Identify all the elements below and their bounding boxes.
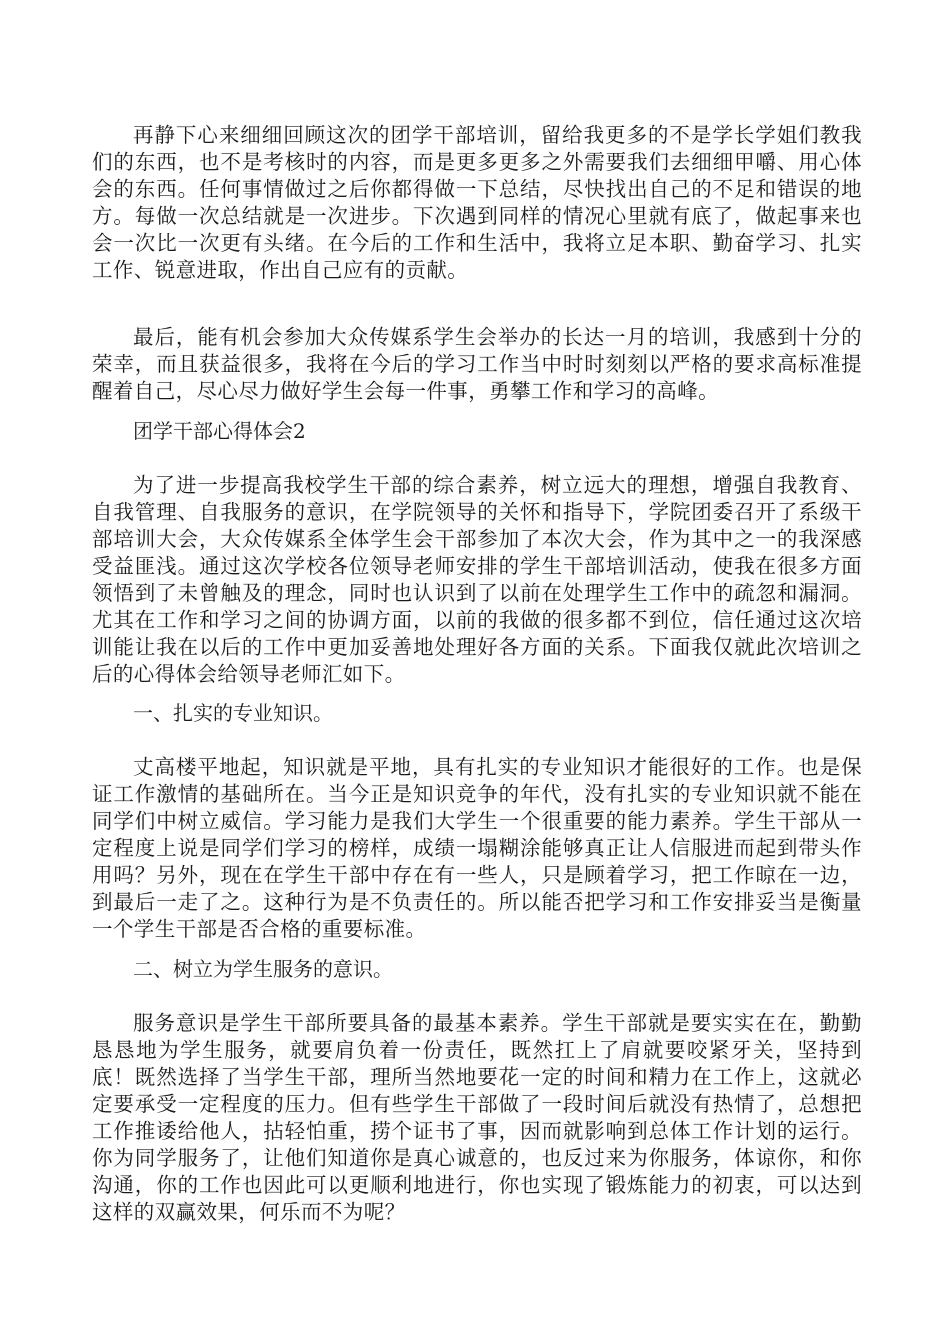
paragraph-conclusion: 最后，能有机会参加大众传媒系学生会举办的长达一月的培训，我感到十分的荣幸，而且获益很多，我将在今后的学习工作当中时时刻刻以严格的要求高标准提醒着自己，尽心尽力做好学生会每一件事，勇攀工作和学习的高峰。 (92, 325, 862, 403)
paragraph-knowledge: 丈高楼平地起，知识就是平地，具有扎实的专业知识才能很好的工作。也是保证工作激情的基础所在。当今正是知识竞争的年代，没有扎实的专业知识就不能在同学们中树立威信。学习能力是我们大学生一个很重要的能力素养。学生干部从一定程度上说是同学们学习的榜样，成绩一塌糊涂能够真正让人信服进而起到带头作用吗？另外，现在在学生干部中存在有一些人，只是顾着学习，把工作晾在一边，到最后一走了之。这种行为是不负责任的。所以能否把学习和工作安排妥当是衡量一个学生干部是否合格的重要标准。 (92, 755, 862, 941)
paragraph-intro: 为了进一步提高我校学生干部的综合素养，树立远大的理想，增强自我教育、自我管理、自我服务的意识，在学院领导的关怀和指导下，学院团委召开了系级干部培训大会，大众传媒系全体学生会干部参加了本次大会，作为其中之一的我深感受益匪浅。通过这次学校各位领导老师安排的学生干部培训活动，使我在很多方面领悟到了未曾触及的理念，同时也认识到了以前在处理学生工作中的疏忽和漏洞。尤其在工作和学习之间的协调方面，以前的我做的很多都不到位，信任通过这次培训能让我在以后的工作中更加妥善地处理好各方面的关系。下面我仅就此次培训之后的心得体会给领导老师汇如下。 (92, 473, 862, 686)
heading-service-awareness: 二、树立为学生服务的意识。 (133, 957, 393, 981)
paragraph-service: 服务意识是学生干部所要具备的最基本素养。学生干部就是要实实在在，勤勤恳恳地为学生服务，就要肩负着一份责任，既然扛上了肩就要咬紧牙关，坚持到底！既然选择了当学生干部，理所当然地要花一定的时间和精力在工作上，这就必定要承受一定程度的压力。但有些学生干部做了一段时间后就没有热情了，总想把工作推诿给他人，拈轻怕重，捞个证书了事，因而就影响到总体工作计划的运行。你为同学服务了，让他们知道你是真心诚意的，也反过来为你服务，体谅你，和你沟通，你的工作也因此可以更顺利地进行，你也实现了锻炼能力的初衷，可以达到这样的双赢效果，何乐而不为呢？ (92, 1011, 862, 1224)
section-title-2: 团学干部心得体会2 (133, 419, 306, 443)
heading-professional-knowledge: 一、扎实的专业知识。 (133, 701, 333, 725)
paragraph-review: 再静下心来细细回顾这次的团学干部培训，留给我更多的不是学长学姐们教我们的东西，也不是考核时的内容，而是更多更多之外需要我们去细细甲嚼、用心体会的东西。任何事情做过之后你都得做一下总结，尽快找出自己的不足和错误的地方。每做一次总结就是一次进步。下次遇到同样的情况心里就有底了，做起事来也会一次比一次更有头绪。在今后的工作和生活中，我将立足本职、勤奋学习、扎实工作、锐意进取，作出自己应有的贡献。 (92, 123, 862, 282)
